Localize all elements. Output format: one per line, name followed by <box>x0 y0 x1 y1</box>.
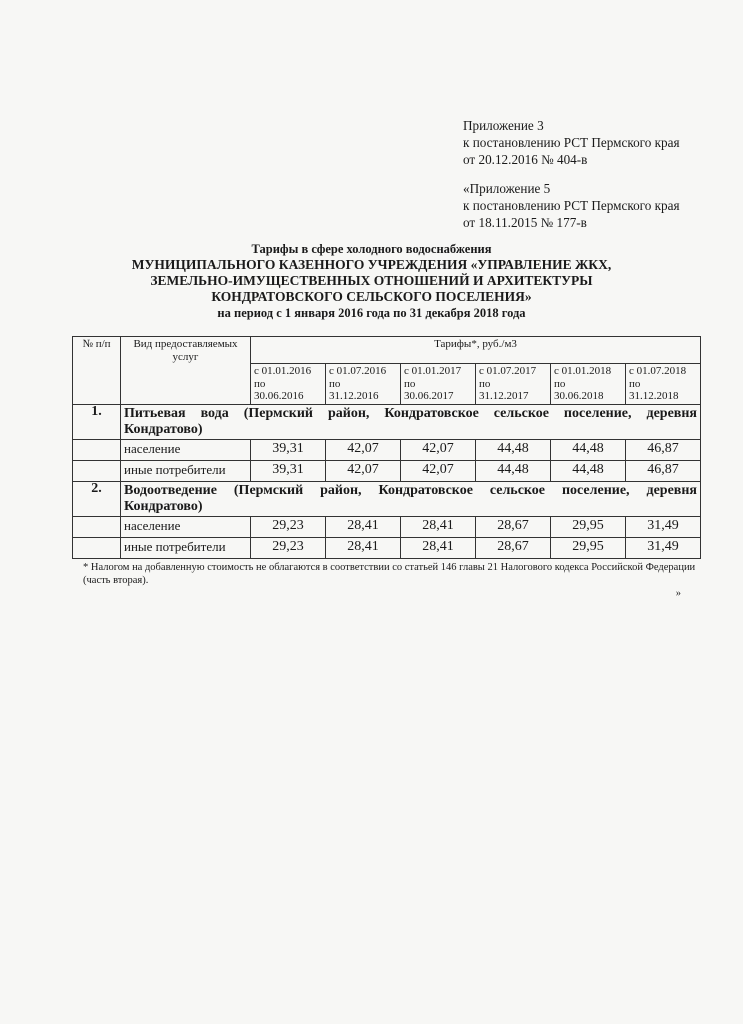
tariff-value: 29,95 <box>551 516 626 537</box>
tariff-value: 31,49 <box>626 537 701 558</box>
empty-cell <box>73 460 121 481</box>
title-line: МУНИЦИПАЛЬНОГО КАЗЕННОГО УЧРЕЖДЕНИЯ «УПРАВЛЕНИЕ ЖКХ, <box>131 257 612 272</box>
consumer-label: иные потребители <box>121 537 251 558</box>
closing-quote: » <box>675 587 681 599</box>
appendix-line: Приложение 3 <box>463 118 544 133</box>
tariff-value: 28,67 <box>476 516 551 537</box>
section-title: Водоотведение (Пермский район, Кондратовское сельское поселение, деревня Кондратово) <box>121 481 701 516</box>
prior-appendix-reference <box>463 180 680 231</box>
tariff-value: 28,67 <box>476 537 551 558</box>
tariff-value: 31,49 <box>626 516 701 537</box>
section-title: Питьевая вода (Пермский район, Кондратовское сельское поселение, деревня Кондратово) <box>121 404 701 439</box>
period-text: с 01.07.2017 <box>479 365 537 377</box>
period-header <box>476 364 551 405</box>
tariff-value: 29,23 <box>251 516 326 537</box>
period-text: по <box>254 377 266 390</box>
tariff-value: 29,23 <box>251 537 326 558</box>
document-title <box>0 241 743 321</box>
appendix-line: к постановлению РСТ Пермского края <box>463 198 680 213</box>
appendix-line: «Приложение 5 <box>463 181 551 196</box>
section-row <box>73 481 701 516</box>
period-text: с 01.01.2018 <box>554 365 612 377</box>
period-text: 31.12.2016 <box>329 390 379 402</box>
period-text: 30.06.2018 <box>554 390 604 402</box>
period-text: с 01.01.2017 <box>404 365 462 377</box>
section-number: 2. <box>73 481 121 516</box>
table-row <box>73 516 701 537</box>
tariff-value: 28,41 <box>401 516 476 537</box>
period-text: 31.12.2018 <box>629 390 679 402</box>
appendix-line: от 20.12.2016 № 404-в <box>463 152 588 167</box>
period-text: 30.06.2016 <box>254 390 304 402</box>
period-text: по <box>404 377 416 390</box>
section-number: 1. <box>73 404 121 439</box>
table-row <box>73 537 701 558</box>
period-text: по <box>554 377 566 390</box>
tariff-table <box>72 336 701 559</box>
table-block <box>72 336 701 600</box>
title-line: Тарифы в сфере холодного водоснабжения <box>251 242 492 256</box>
appendix-line: к постановлению РСТ Пермского края <box>463 135 680 150</box>
tariff-value: 42,07 <box>401 460 476 481</box>
appendix-line: от 18.11.2015 № 177-в <box>463 215 587 230</box>
header-tariffs: Тарифы*, руб./м3 <box>251 337 701 364</box>
table-row <box>73 439 701 460</box>
tariff-value: 44,48 <box>551 439 626 460</box>
footnote-text: * Налогом на добавленную стоимость не облагаются в соответствии со статьей 146 главы 21 Налогового кодекса Российской Федерации (часть вторая). <box>83 561 696 586</box>
period-text: по <box>629 377 641 390</box>
period-header <box>251 364 326 405</box>
tariff-value: 42,07 <box>326 460 401 481</box>
consumer-label: население <box>121 516 251 537</box>
appendix-reference <box>463 117 680 168</box>
tariff-value: 42,07 <box>401 439 476 460</box>
period-header <box>326 364 401 405</box>
title-line: на период с 1 января 2016 года по 31 декабря 2018 года <box>217 306 526 320</box>
period-text: с 01.01.2016 <box>254 365 312 377</box>
tariff-value: 39,31 <box>251 460 326 481</box>
header-num: № п/п <box>73 337 121 405</box>
tariff-value: 44,48 <box>476 439 551 460</box>
empty-cell <box>73 439 121 460</box>
tariff-value: 44,48 <box>551 460 626 481</box>
title-line: ЗЕМЕЛЬНО-ИМУЩЕСТВЕННЫХ ОТНОШЕНИЙ И АРХИТЕКТУРЫ <box>150 273 593 288</box>
tariff-value: 42,07 <box>326 439 401 460</box>
period-text: по <box>329 377 341 390</box>
tariff-value: 46,87 <box>626 460 701 481</box>
empty-cell <box>73 537 121 558</box>
tariff-value: 46,87 <box>626 439 701 460</box>
period-text: с 01.07.2018 <box>629 365 687 377</box>
period-header <box>626 364 701 405</box>
header-service: Вид предоставляемых услуг <box>121 337 251 405</box>
tariff-value: 28,41 <box>326 516 401 537</box>
period-text: с 01.07.2016 <box>329 365 387 377</box>
consumer-label: иные потребители <box>121 460 251 481</box>
period-text: 31.12.2017 <box>479 390 529 402</box>
tariff-value: 29,95 <box>551 537 626 558</box>
footnote <box>72 561 701 600</box>
empty-cell <box>73 516 121 537</box>
period-text: по <box>479 377 491 390</box>
tariff-value: 44,48 <box>476 460 551 481</box>
title-line: КОНДРАТОВСКОГО СЕЛЬСКОГО ПОСЕЛЕНИЯ» <box>211 289 532 304</box>
tariff-value: 28,41 <box>326 537 401 558</box>
consumer-label: население <box>121 439 251 460</box>
tariff-value: 39,31 <box>251 439 326 460</box>
period-header <box>401 364 476 405</box>
period-header <box>551 364 626 405</box>
tariff-value: 28,41 <box>401 537 476 558</box>
table-row <box>73 460 701 481</box>
section-row <box>73 404 701 439</box>
period-text: 30.06.2017 <box>404 390 454 402</box>
